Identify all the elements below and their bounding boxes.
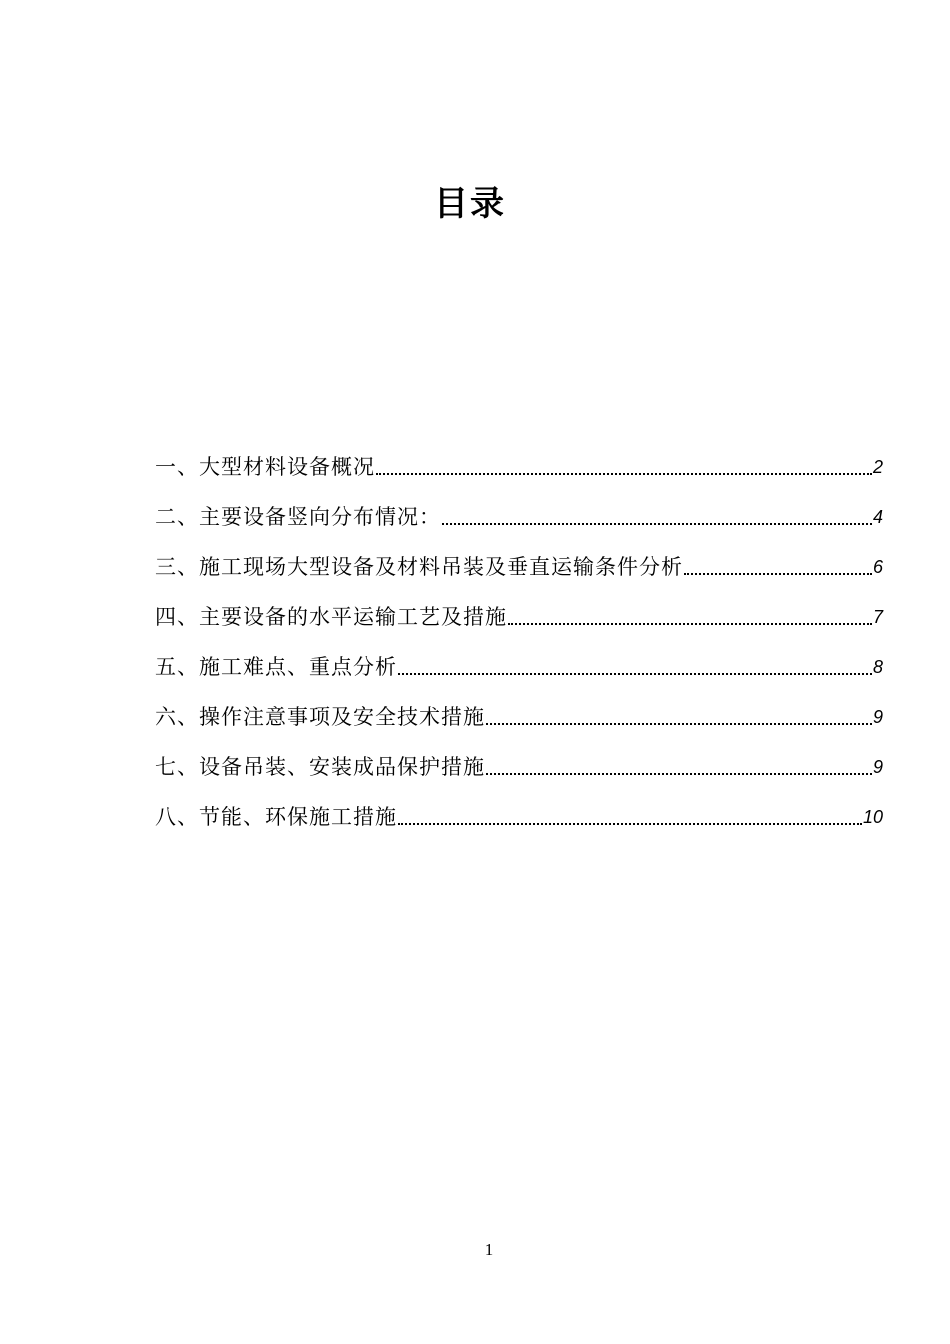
toc-entry-1[interactable]: [155, 432, 883, 482]
toc-entry-label: 二、主要设备竖向分布情况：: [155, 505, 441, 529]
toc-entry-label: 一、大型材料设备概况: [155, 455, 375, 479]
toc-entry-label: 七、设备吊装、安装成品保护措施: [155, 755, 485, 779]
toc-entry-7[interactable]: [155, 732, 883, 782]
toc-entry-page: 9: [872, 757, 883, 777]
toc-entry-label: 五、施工难点、重点分析: [155, 655, 397, 679]
toc-leader-dots: [486, 723, 872, 725]
toc-entry-page: 7: [872, 607, 883, 627]
toc-entry-label: 六、操作注意事项及安全技术措施: [155, 705, 485, 729]
toc-leader-dots: [442, 523, 872, 525]
toc-entry-2[interactable]: [155, 482, 883, 532]
toc-entry-3[interactable]: [155, 532, 883, 582]
toc-entry-label: 三、施工现场大型设备及材料吊装及垂直运输条件分析: [155, 555, 683, 579]
toc-leader-dots: [486, 773, 872, 775]
toc-entry-label: 四、主要设备的水平运输工艺及措施: [155, 605, 507, 629]
toc-entry-4[interactable]: [155, 582, 883, 632]
toc-leader-dots: [376, 473, 872, 475]
toc-leader-dots: [684, 573, 872, 575]
toc-entry-page: 2: [872, 457, 883, 477]
toc-entry-page: 8: [872, 657, 883, 677]
toc-entry-page: 6: [872, 557, 883, 577]
page-title: 目录: [434, 184, 506, 224]
table-of-contents: [155, 432, 883, 832]
toc-leader-dots: [508, 623, 872, 625]
page-footer-number: 1: [484, 1240, 494, 1259]
toc-entry-page: 9: [872, 707, 883, 727]
toc-entry-5[interactable]: [155, 632, 883, 682]
toc-entry-6[interactable]: [155, 682, 883, 732]
toc-leader-dots: [398, 823, 862, 825]
toc-entry-label: 八、节能、环保施工措施: [155, 805, 397, 829]
toc-entry-page: 4: [872, 507, 883, 527]
toc-entry-8[interactable]: [155, 782, 883, 832]
toc-entry-page: 10: [862, 807, 883, 827]
toc-leader-dots: [398, 673, 872, 675]
